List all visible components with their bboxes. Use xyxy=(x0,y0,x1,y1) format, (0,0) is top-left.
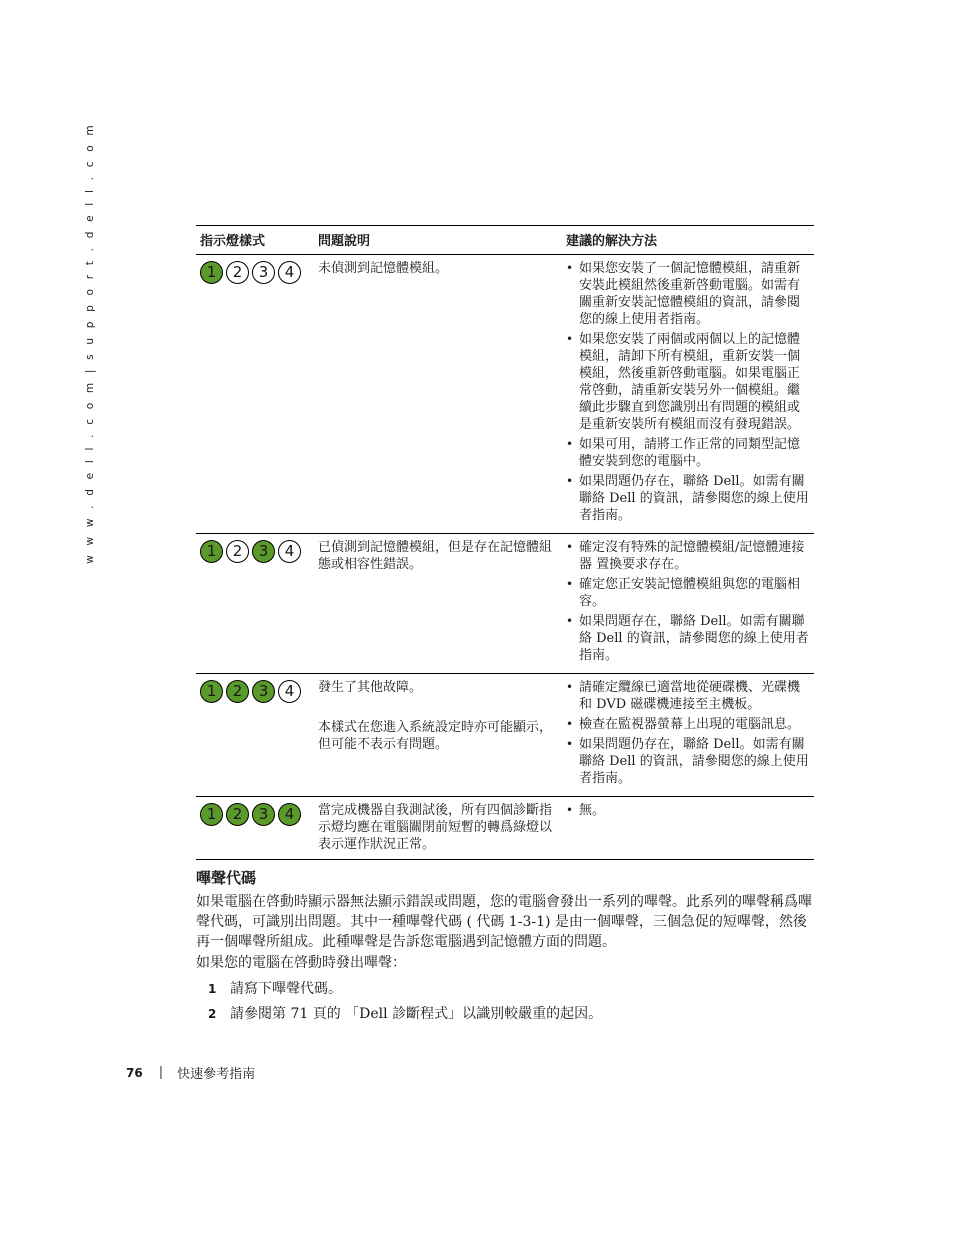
table-row xyxy=(196,797,814,860)
diagnostic-light-4-off: 4 xyxy=(278,680,301,703)
resolution-item: • 無。 xyxy=(566,802,810,819)
resolution-item: • 如果問題仍存在，聯絡 Dell。如需有關聯絡 Dell 的資訊，請參閱您的線上使用者指南。 xyxy=(566,736,810,787)
resolution-item: • 如果您安裝了一個記憶體模組，請重新安裝此模組然後重新啓動電腦。如需有關重新安裝記憶體模組的資訊，請參閱您的線上使用者指南。 xyxy=(566,260,810,328)
diagnostic-lights xyxy=(200,260,310,284)
footer-separator: | xyxy=(158,1065,164,1080)
step-number: 2 xyxy=(208,1007,217,1021)
resolution-item: • 如果可用，請將工作正常的同類型記憶體安裝到您的電腦中。 xyxy=(566,436,810,470)
resolution-cell xyxy=(562,255,814,534)
side-url xyxy=(84,121,96,564)
table-row xyxy=(196,255,814,534)
side-url-text: w w w . d e l l . c o m | s u p p o r t . d e l l . c o m xyxy=(84,121,96,564)
beep-intro-paragraph: 如果您的電腦在啓動時發出嗶聲： xyxy=(196,955,406,971)
resolution-item: • 檢查在監視器螢幕上出現的電腦訊息。 xyxy=(566,716,810,733)
diagnostic-light-1-on: 1 xyxy=(200,803,223,826)
diagnostic-light-2-off: 2 xyxy=(226,540,249,563)
step-number: 1 xyxy=(208,982,217,996)
header-suggested-resolution: 建議的解決方法 xyxy=(562,226,814,255)
diagnostic-light-4-off: 4 xyxy=(278,261,301,284)
problem-description-cell xyxy=(314,674,562,797)
table-header-row xyxy=(196,226,814,255)
problem-description-cell xyxy=(314,534,562,674)
diagnostic-light-2-off: 2 xyxy=(226,261,249,284)
footer-title: 快速參考指南 xyxy=(177,1067,256,1082)
resolution-list xyxy=(566,802,810,819)
step-item xyxy=(196,1003,816,1028)
resolution-item: • 確定您正安裝記憶體模組與您的電腦相容。 xyxy=(566,576,810,610)
page-number: 76 xyxy=(126,1065,143,1080)
resolution-item: • 請確定纜線已適當地從硬碟機、光碟機和 DVD 磁碟機連接至主機板。 xyxy=(566,679,810,713)
resolution-list xyxy=(566,539,810,664)
step-item xyxy=(196,978,816,1003)
header-light-pattern: 指示燈樣式 xyxy=(196,226,314,255)
diagnostic-light-3-off: 3 xyxy=(252,261,275,284)
diagnostic-lights xyxy=(200,539,310,563)
problem-description: 當完成機器自我測試後，所有四個診斷指示燈均應在電腦關閉前短暫的轉爲綠燈以表示運作狀況正常。 xyxy=(318,803,553,852)
diagnostic-light-3-on: 3 xyxy=(252,540,275,563)
beep-code-paragraph: 如果電腦在啓動時顯示器無法顯示錯誤或問題，您的電腦會發出一系列的嗶聲。此系列的嗶聲稱爲嗶聲代碼，可識別出問題。其中一種嗶聲代碼 ( 代碼 1-3-1) 是由一個嗶聲，三個急促的短嗶聲，然後再一個嗶聲所組成。此種嗶聲是告訴您電腦遇到記憶體方面的問題。 xyxy=(196,894,812,950)
diagnostic-light-4-off: 4 xyxy=(278,540,301,563)
step-text: 請參閱第 71 頁的 「Dell 診斷程式」以識別較嚴重的起因。 xyxy=(230,1006,603,1022)
diagnostic-light-1-on: 1 xyxy=(200,540,223,563)
light-pattern-cell xyxy=(196,255,314,534)
resolution-item: • 確定沒有特殊的記憶體模組/記憶體連接器 置換要求存在。 xyxy=(566,539,810,573)
resolution-cell xyxy=(562,797,814,860)
light-pattern-cell xyxy=(196,797,314,860)
resolution-list xyxy=(566,260,810,524)
diagnostic-light-4-on: 4 xyxy=(278,803,301,826)
light-pattern-cell xyxy=(196,534,314,674)
problem-note: 本樣式在您進入系統設定時亦可能顯示，但可能不表示有問題。 xyxy=(318,720,553,752)
diagnostic-light-1-on: 1 xyxy=(200,680,223,703)
resolution-item: • 如果您安裝了兩個或兩個以上的記憶體模組，請卸下所有模組，重新安裝一個模組，然後重新啓動電腦。如果電腦正常啓動，請重新安裝另外一個模組。繼續此步驟直到您識別出有問題的模組或是重新安裝所有模組而沒有發現錯誤。 xyxy=(566,331,810,433)
diagnostic-light-3-on: 3 xyxy=(252,680,275,703)
problem-description: 已偵測到記憶體模組，但是存在記憶體組態或相容性錯誤。 xyxy=(318,540,553,572)
resolution-item: • 如果問題存在，聯絡 Dell。如需有關聯絡 Dell 的資訊，請參閱您的線上使用者指南。 xyxy=(566,613,810,664)
header-problem-description: 問題說明 xyxy=(314,226,562,255)
resolution-item: • 如果問題仍存在，聯絡 Dell。如需有關聯絡 Dell 的資訊，請參閱您的線上使用者指南。 xyxy=(566,473,810,524)
problem-description: 發生了其他故障。 xyxy=(318,680,423,695)
diagnostic-light-2-on: 2 xyxy=(226,803,249,826)
light-pattern-cell xyxy=(196,674,314,797)
diagnostic-light-3-on: 3 xyxy=(252,803,275,826)
diagnostic-light-2-on: 2 xyxy=(226,680,249,703)
diagnostic-lights xyxy=(200,802,310,826)
problem-description-cell xyxy=(314,797,562,860)
problem-description: 未偵測到記憶體模組。 xyxy=(318,261,449,276)
resolution-cell xyxy=(562,534,814,674)
section-title: 嗶聲代碼 xyxy=(196,869,257,887)
page-footer xyxy=(126,1063,255,1082)
table-body xyxy=(196,255,814,860)
table-row xyxy=(196,674,814,797)
problem-description-cell xyxy=(314,255,562,534)
diagnostic-lights xyxy=(200,679,310,703)
diagnostic-lights-table xyxy=(196,225,814,860)
table-row xyxy=(196,534,814,674)
resolution-list xyxy=(566,679,810,787)
resolution-cell xyxy=(562,674,814,797)
diagnostic-light-1-on: 1 xyxy=(200,261,223,284)
step-text: 請寫下嗶聲代碼。 xyxy=(230,981,342,997)
steps-list xyxy=(196,978,816,1028)
